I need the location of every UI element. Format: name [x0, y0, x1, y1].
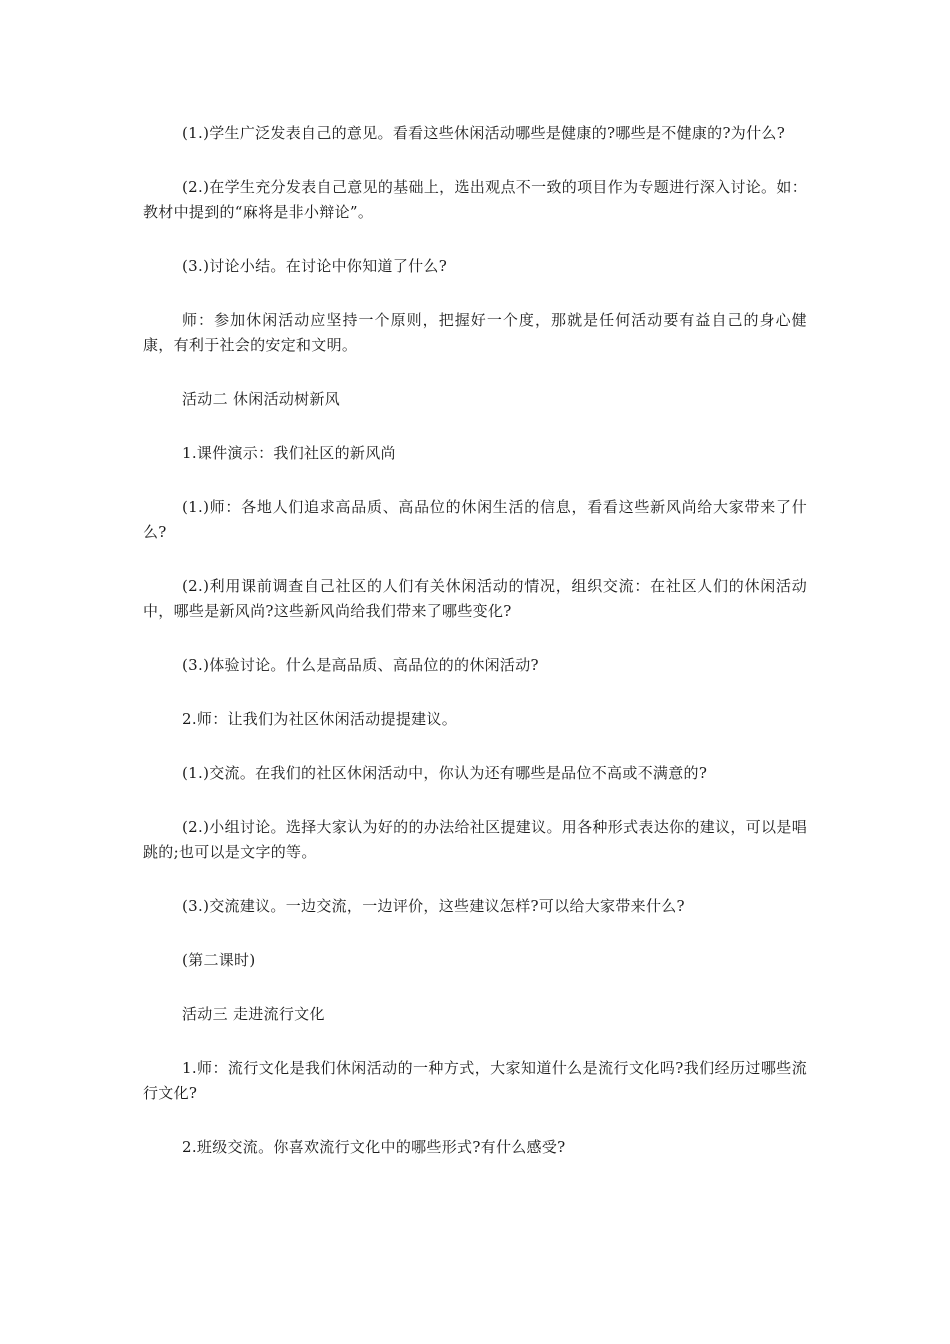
paragraph-10: 2.师：让我们为社区休闲活动提提建议。 — [182, 710, 458, 728]
section-heading-activity-3: 活动三 走进流行文化 — [182, 1005, 325, 1023]
paragraph-9: (3.)体验讨论。什么是高品质、高品位的的休闲活动? — [182, 656, 539, 674]
paragraph-3: (3.)讨论小结。在讨论中你知道了什么? — [182, 257, 448, 275]
paragraph-16: 1.师：流行文化是我们休闲活动的一种方式，大家知道什么是流行文化吗?我们经历过哪些流行文化? — [143, 1059, 807, 1102]
paragraph-7: (1.)师：各地人们追求高品质、高品位的休闲生活的信息，看看这些新风尚给大家带来了什么? — [143, 498, 807, 541]
paragraph-11: (1.)交流。在我们的社区休闲活动中，你认为还有哪些是品位不高或不满意的? — [182, 764, 708, 782]
document-body — [143, 121, 807, 1160]
paragraph-17: 2.班级交流。你喜欢流行文化中的哪些形式?有什么感受? — [182, 1138, 566, 1156]
paragraph-4: 师：参加休闲活动应坚持一个原则，把握好一个度，那就是任何活动要有益自己的身心健康，有利于社会的安定和文明。 — [143, 311, 807, 354]
paragraph-1: (1.)学生广泛发表自己的意见。看看这些休闲活动哪些是健康的?哪些是不健康的?为什么? — [182, 124, 786, 142]
lesson-period-label: (第二课时) — [182, 951, 256, 969]
paragraph-13: (3.)交流建议。一边交流，一边评价，这些建议怎样?可以给大家带来什么? — [182, 897, 685, 915]
paragraph-8: (2.)利用课前调查自己社区的人们有关休闲活动的情况，组织交流：在社区人们的休闲活动中，哪些是新风尚?这些新风尚给我们带来了哪些变化? — [143, 577, 807, 620]
paragraph-2: (2.)在学生充分发表自己意见的基础上，选出观点不一致的项目作为专题进行深入讨论。如：教材中提到的“麻将是非小辩论”。 — [143, 178, 807, 221]
paragraph-12: (2.)小组讨论。选择大家认为好的的办法给社区提建议。用各种形式表达你的建议，可以是唱跳的;也可以是文字的等。 — [143, 818, 807, 861]
paragraph-6: 1.课件演示：我们社区的新风尚 — [182, 444, 396, 462]
section-heading-activity-2: 活动二 休闲活动树新风 — [182, 390, 341, 408]
